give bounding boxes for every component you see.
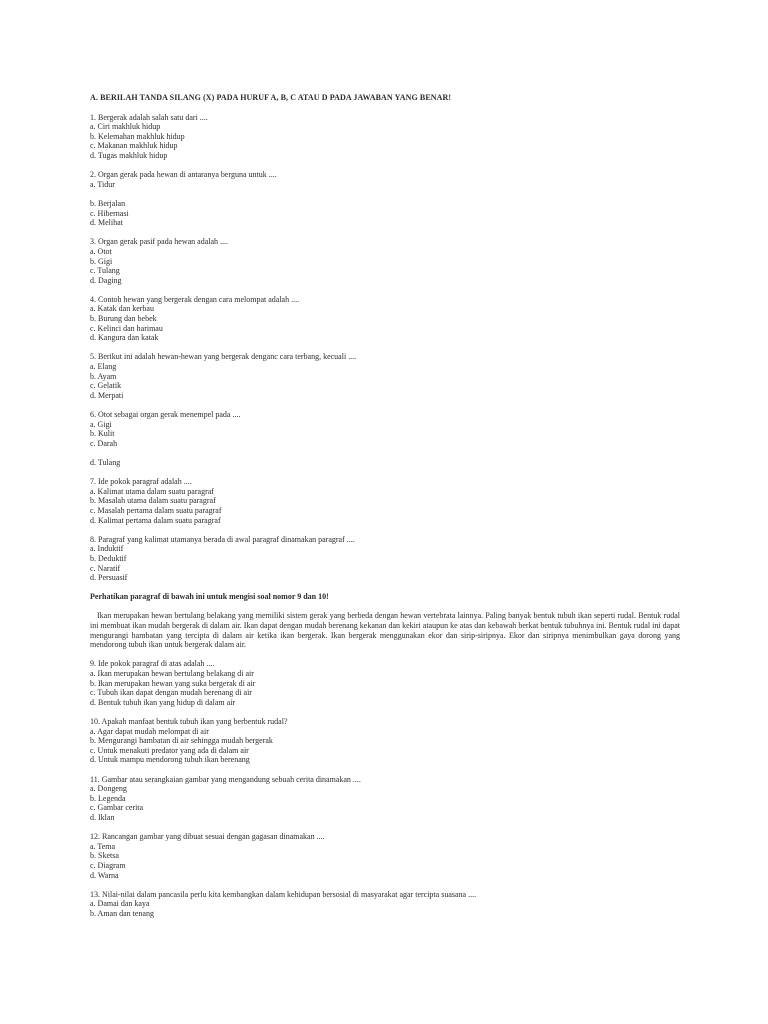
question-block xyxy=(90,890,680,919)
answer-option: a. Tidur xyxy=(90,179,115,189)
answer-option: d. Tulang xyxy=(90,457,121,467)
question-text: 4. Contoh hewan yang bergerak dengan cara melompat adalah .... xyxy=(90,294,300,304)
answer-option: b. Burung dan bebek xyxy=(90,314,157,324)
answer-option: c. Gelatik xyxy=(90,381,122,391)
answer-option: b. Aman dan tenang xyxy=(90,908,154,918)
section-heading: A. BERILAH TANDA SILANG (X) PADA HURUF A, B, C ATAU D PADA JAWABAN YANG BENAR! xyxy=(90,93,452,102)
answer-option: b. Kelemahan makhluk hidup xyxy=(90,131,185,141)
answer-option: d. Untuk mampu mendorong tubuh ikan berenang xyxy=(90,755,250,765)
answer-option: d. Melihat xyxy=(90,218,123,228)
answer-option: b. Ikan merupakan hewan yang suka bergerak di air xyxy=(90,678,256,688)
question-text: 2. Organ gerak pada hewan di antaranya berguna untuk .... xyxy=(90,170,277,180)
answer-option: b. Sketsa xyxy=(90,851,119,861)
question-block xyxy=(90,170,680,228)
question-block xyxy=(90,535,680,583)
answer-option: a. Dongeng xyxy=(90,784,127,794)
blank-line xyxy=(90,448,680,458)
question-text: 3. Organ gerak pasif pada hewan adalah .... xyxy=(90,237,229,247)
answer-option: a. Ikan merupakan hewan bertulang belakang di air xyxy=(90,669,254,679)
question-block xyxy=(90,832,680,880)
answer-option: d. Daging xyxy=(90,275,122,285)
answer-option: c. Hibernasi xyxy=(90,208,129,218)
answer-option: d. Kalimat pertama dalam suatu paragraf xyxy=(90,515,221,525)
question-text: 10. Apakah manfaat bentuk tubuh ikan yang berbentuk rudal? xyxy=(90,717,288,726)
answer-option: a. Induktif xyxy=(90,544,124,554)
answer-option: a. Elang xyxy=(90,362,117,372)
question-block xyxy=(90,295,680,343)
answer-option: c. Kelinci dan harimau xyxy=(90,323,163,333)
question-text: 6. Otot sebagai organ gerak menempel pada .... xyxy=(90,410,241,419)
question-text: 5. Berikut ini adalah hewan-hewan yang bergerak denganc cara terbang, kecuali .... xyxy=(90,352,357,362)
answer-option: c. Makanan makhluk hidup xyxy=(90,141,178,151)
answer-option: a. Ciri makhluk hidup xyxy=(90,122,161,132)
answer-option: b. Ayam xyxy=(90,371,117,381)
answer-option: b. Mengurangi hambatan di air sehingga mudah bergerak xyxy=(90,736,273,746)
answer-option: a. Gigi xyxy=(90,419,112,429)
answer-option: a. Katak dan kerbau xyxy=(90,304,154,314)
answer-option: a. Agar dapat mudah melompat di air xyxy=(90,726,209,736)
question-text: 11. Gambar atau serangkaian gambar yang mengandung sebuah cerita dinamakan .... xyxy=(90,774,361,784)
question-block xyxy=(90,352,680,400)
answer-option: d. Iklan xyxy=(90,812,115,822)
instruction-text: Perhatikan paragraf di bawah ini untuk mengisi soal nomor 9 dan 10! xyxy=(90,592,329,602)
answer-option: c. Tubuh ikan dapat dengan mudah berenang di air xyxy=(90,688,252,698)
question-text: 1. Bergerak adalah salah satu dari .... xyxy=(90,112,208,122)
answer-option: b. Berjalan xyxy=(90,198,126,208)
answer-option: a. Damai dan kaya xyxy=(90,899,150,909)
answer-option: d. Merpati xyxy=(90,390,124,400)
answer-option: d. Kangura dan katak xyxy=(90,333,159,343)
answer-option: a. Tema xyxy=(90,841,116,851)
question-text: 9. Ide pokok paragraf di atas adalah .... xyxy=(90,659,215,669)
question-block xyxy=(90,775,680,823)
answer-option: c. Masalah pertama dalam suatu paragraf xyxy=(90,505,222,515)
answer-option: d. Warna xyxy=(90,870,119,880)
answer-option: d. Persuasif xyxy=(90,573,128,583)
answer-option: b. Deduktif xyxy=(90,553,127,563)
answer-option: b. Legenda xyxy=(90,793,126,803)
answer-option: b. Gigi xyxy=(90,256,113,266)
answer-option: d. Bentuk tubuh ikan yang hidup di dalam air xyxy=(90,697,236,707)
question-text: 7. Ide pokok paragraf adalah .... xyxy=(90,477,192,487)
answer-option: c. Naratif xyxy=(90,563,121,573)
question-block xyxy=(90,477,680,525)
answer-option: c. Darah xyxy=(90,438,118,448)
question-text: 13. Nilai-nilai dalam pancasila perlu kita kembangkan dalam kehidupan bersosial di masyarakat agar tercipta suasana .... xyxy=(90,889,477,899)
question-block xyxy=(90,237,680,285)
answer-option: c. Gambar cerita xyxy=(90,803,144,813)
answer-option: a. Otot xyxy=(90,246,112,256)
answer-option: b. Kulit xyxy=(90,429,115,439)
question-text: 12. Rancangan gambar yang dibuat sesuai dengan gagasan dinamakan .... xyxy=(90,832,325,842)
blank-line xyxy=(90,189,680,199)
question-block xyxy=(90,659,680,707)
question-block xyxy=(90,113,680,161)
answer-option: c. Diagram xyxy=(90,860,126,870)
question-block xyxy=(90,410,680,468)
answer-option: c. Untuk menakuti predator yang ada di dalam air xyxy=(90,745,249,755)
question-block xyxy=(90,717,680,765)
answer-option: b. Masalah utama dalam suatu paragraf xyxy=(90,496,216,506)
answer-option: d. Tugas makhluk hidup xyxy=(90,150,168,160)
worksheet-page xyxy=(90,93,680,928)
answer-option: a. Kalimat utama dalam suatu paragraf xyxy=(90,486,214,496)
question-text: 8. Paragraf yang kalimat utamanya berada di awal paragraf dinamakan paragraf .... xyxy=(90,534,355,544)
reading-paragraph: Ikan merupakan hewan bertulang belakang yang memiliki sistem gerak yang berbeda dengan hewan vertebrata lainnya. Paling banyak bentuk tubuh ikan seperti rudal. Bentuk rudal ini membuat ikan mudah bergerak di dalam air. Ikan dapat dengan mudah berenang kekanan dan kekiri ataupun ke atas dan kebawah berkat bentuk tubuhnya ini. Bentuk rudal ini dapat mengurangi hambatan yang tercipta di dalam air ketika ikan bergerak. Ikan bergerak menggunakan ekor dan sirip-siripnya. Ekor dan siripnya menimbulkan gaya dorong yang mendorong tubuh ikan untuk bergerak dalam air. xyxy=(90,611,680,650)
question-list-part2 xyxy=(90,659,680,918)
question-list-part1 xyxy=(90,113,680,583)
answer-option: c. Tulang xyxy=(90,266,120,276)
